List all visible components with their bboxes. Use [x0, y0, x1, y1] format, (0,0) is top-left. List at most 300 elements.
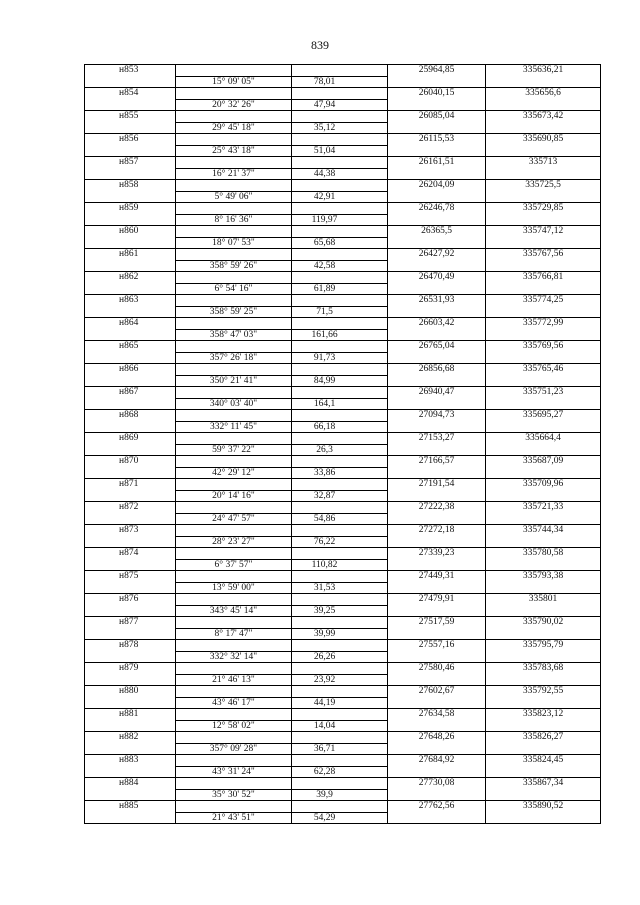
empty-cell	[486, 398, 601, 410]
point-name: н870	[85, 456, 176, 468]
empty-cell	[388, 720, 486, 732]
empty-cell	[176, 364, 292, 376]
segment-row	[85, 76, 601, 88]
empty-cell	[292, 387, 388, 399]
empty-cell	[292, 801, 388, 813]
segment-angle: 15° 09' 05"	[176, 76, 292, 88]
point-name: н862	[85, 272, 176, 284]
empty-cell	[176, 502, 292, 514]
empty-cell	[486, 421, 601, 433]
point-name: н865	[85, 341, 176, 353]
empty-cell	[176, 663, 292, 675]
point-y: 335793,38	[486, 571, 601, 583]
empty-cell	[292, 709, 388, 721]
segment-angle: 43° 46' 17"	[176, 697, 292, 709]
empty-cell	[176, 456, 292, 468]
point-row	[85, 755, 601, 767]
segment-row	[85, 513, 601, 525]
empty-cell	[85, 398, 176, 410]
empty-cell	[85, 789, 176, 801]
empty-cell	[388, 490, 486, 502]
coordinates-table	[84, 64, 601, 824]
point-row	[85, 387, 601, 399]
segment-distance: 164,1	[292, 398, 388, 410]
point-y: 335725,5	[486, 180, 601, 192]
segment-distance: 119,97	[292, 214, 388, 226]
empty-cell	[85, 605, 176, 617]
point-row	[85, 801, 601, 813]
segment-distance: 39,9	[292, 789, 388, 801]
empty-cell	[486, 122, 601, 134]
point-name: н871	[85, 479, 176, 491]
point-row	[85, 732, 601, 744]
empty-cell	[85, 306, 176, 318]
point-name: н866	[85, 364, 176, 376]
segment-distance: 14,04	[292, 720, 388, 732]
empty-cell	[85, 237, 176, 249]
segment-distance: 84,99	[292, 375, 388, 387]
point-name: н856	[85, 134, 176, 146]
empty-cell	[85, 145, 176, 157]
empty-cell	[176, 272, 292, 284]
empty-cell	[486, 720, 601, 732]
empty-cell	[486, 490, 601, 502]
segment-angle: 29° 45' 18"	[176, 122, 292, 134]
empty-cell	[176, 249, 292, 261]
empty-cell	[292, 456, 388, 468]
empty-cell	[176, 617, 292, 629]
empty-cell	[388, 145, 486, 157]
segment-distance: 54,29	[292, 812, 388, 824]
point-name: н863	[85, 295, 176, 307]
empty-cell	[85, 513, 176, 525]
segment-angle: 357° 09' 28"	[176, 743, 292, 755]
empty-cell	[486, 375, 601, 387]
coordinates-table-body	[85, 65, 601, 824]
empty-cell	[176, 709, 292, 721]
segment-row	[85, 467, 601, 479]
point-y: 335769,56	[486, 341, 601, 353]
empty-cell	[176, 226, 292, 238]
empty-cell	[292, 525, 388, 537]
point-name: н883	[85, 755, 176, 767]
empty-cell	[176, 111, 292, 123]
segment-distance: 71,5	[292, 306, 388, 318]
empty-cell	[292, 226, 388, 238]
empty-cell	[486, 467, 601, 479]
empty-cell	[486, 168, 601, 180]
empty-cell	[292, 318, 388, 330]
empty-cell	[292, 617, 388, 629]
segment-angle: 59° 37' 22"	[176, 444, 292, 456]
segment-distance: 62,28	[292, 766, 388, 778]
point-row	[85, 364, 601, 376]
segment-angle: 6° 54' 16"	[176, 283, 292, 295]
empty-cell	[85, 214, 176, 226]
point-row	[85, 157, 601, 169]
point-y: 335729,85	[486, 203, 601, 215]
empty-cell	[292, 295, 388, 307]
segment-row	[85, 559, 601, 571]
point-row	[85, 456, 601, 468]
point-name: н868	[85, 410, 176, 422]
segment-row	[85, 789, 601, 801]
empty-cell	[388, 582, 486, 594]
segment-distance: 31,53	[292, 582, 388, 594]
empty-cell	[486, 766, 601, 778]
empty-cell	[292, 755, 388, 767]
segment-row	[85, 306, 601, 318]
point-y: 335709,96	[486, 479, 601, 491]
empty-cell	[85, 628, 176, 640]
point-row	[85, 88, 601, 100]
segment-row	[85, 674, 601, 686]
point-row	[85, 594, 601, 606]
segment-angle: 5° 49' 06"	[176, 191, 292, 203]
empty-cell	[486, 582, 601, 594]
point-y: 335792,55	[486, 686, 601, 698]
segment-row	[85, 536, 601, 548]
segment-row	[85, 697, 601, 709]
empty-cell	[486, 812, 601, 824]
point-x: 26427,92	[388, 249, 486, 261]
segment-row	[85, 260, 601, 272]
empty-cell	[292, 134, 388, 146]
point-y: 335783,68	[486, 663, 601, 675]
point-x: 27222,38	[388, 502, 486, 514]
point-x: 27479,91	[388, 594, 486, 606]
segment-angle: 332° 11' 45"	[176, 421, 292, 433]
point-x: 27634,58	[388, 709, 486, 721]
point-y: 335780,58	[486, 548, 601, 560]
point-x: 26765,04	[388, 341, 486, 353]
point-y: 335690,85	[486, 134, 601, 146]
empty-cell	[85, 191, 176, 203]
empty-cell	[388, 122, 486, 134]
empty-cell	[486, 628, 601, 640]
point-name: н860	[85, 226, 176, 238]
point-y: 335890,52	[486, 801, 601, 813]
empty-cell	[176, 548, 292, 560]
point-x: 26161,51	[388, 157, 486, 169]
empty-cell	[486, 651, 601, 663]
point-x: 27517,59	[388, 617, 486, 629]
point-x: 26115,53	[388, 134, 486, 146]
point-x: 26246,78	[388, 203, 486, 215]
empty-cell	[388, 283, 486, 295]
point-y: 335713	[486, 157, 601, 169]
empty-cell	[292, 180, 388, 192]
point-name: н858	[85, 180, 176, 192]
segment-angle: 28° 23' 27"	[176, 536, 292, 548]
empty-cell	[388, 467, 486, 479]
empty-cell	[176, 65, 292, 77]
segment-angle: 21° 46' 13"	[176, 674, 292, 686]
segment-angle: 350° 21' 41"	[176, 375, 292, 387]
point-x: 27602,67	[388, 686, 486, 698]
segment-distance: 161,66	[292, 329, 388, 341]
segment-angle: 24° 47' 57"	[176, 513, 292, 525]
point-name: н877	[85, 617, 176, 629]
point-row	[85, 226, 601, 238]
empty-cell	[388, 237, 486, 249]
empty-cell	[292, 479, 388, 491]
segment-distance: 44,19	[292, 697, 388, 709]
point-name: н873	[85, 525, 176, 537]
empty-cell	[85, 743, 176, 755]
segment-angle: 6° 37' 57"	[176, 559, 292, 571]
point-row	[85, 709, 601, 721]
point-x: 27730,08	[388, 778, 486, 790]
segment-row	[85, 651, 601, 663]
segment-distance: 39,25	[292, 605, 388, 617]
point-x: 27153,27	[388, 433, 486, 445]
segment-distance: 42,91	[292, 191, 388, 203]
point-x: 27762,56	[388, 801, 486, 813]
empty-cell	[85, 283, 176, 295]
empty-cell	[176, 801, 292, 813]
point-row	[85, 778, 601, 790]
point-y: 335695,27	[486, 410, 601, 422]
point-x: 26470,49	[388, 272, 486, 284]
point-x: 26365,5	[388, 226, 486, 238]
point-row	[85, 433, 601, 445]
segment-angle: 16° 21' 37"	[176, 168, 292, 180]
point-row	[85, 341, 601, 353]
empty-cell	[292, 157, 388, 169]
point-y: 335744,34	[486, 525, 601, 537]
point-x: 26603,42	[388, 318, 486, 330]
point-x: 26204,09	[388, 180, 486, 192]
point-x: 27557,16	[388, 640, 486, 652]
point-name: н884	[85, 778, 176, 790]
point-x: 26856,68	[388, 364, 486, 376]
segment-row	[85, 214, 601, 226]
segment-distance: 54,86	[292, 513, 388, 525]
point-row	[85, 525, 601, 537]
segment-angle: 8° 17' 47"	[176, 628, 292, 640]
point-row	[85, 203, 601, 215]
segment-angle: 340° 03' 40"	[176, 398, 292, 410]
empty-cell	[486, 260, 601, 272]
empty-cell	[486, 513, 601, 525]
point-y: 335774,25	[486, 295, 601, 307]
point-row	[85, 640, 601, 652]
empty-cell	[292, 249, 388, 261]
empty-cell	[388, 559, 486, 571]
point-name: н864	[85, 318, 176, 330]
point-y: 335673,42	[486, 111, 601, 123]
point-y: 335767,56	[486, 249, 601, 261]
empty-cell	[85, 329, 176, 341]
empty-cell	[388, 536, 486, 548]
empty-cell	[388, 766, 486, 778]
segment-angle: 20° 32' 26"	[176, 99, 292, 111]
point-x: 26531,93	[388, 295, 486, 307]
point-row	[85, 272, 601, 284]
empty-cell	[388, 398, 486, 410]
empty-cell	[176, 479, 292, 491]
segment-row	[85, 766, 601, 778]
point-x: 26040,15	[388, 88, 486, 100]
empty-cell	[85, 122, 176, 134]
point-y: 335824,45	[486, 755, 601, 767]
empty-cell	[176, 640, 292, 652]
segment-distance: 36,71	[292, 743, 388, 755]
segment-row	[85, 145, 601, 157]
segment-row	[85, 421, 601, 433]
empty-cell	[486, 697, 601, 709]
empty-cell	[292, 88, 388, 100]
point-y: 335656,6	[486, 88, 601, 100]
point-y: 335790,02	[486, 617, 601, 629]
point-x: 27580,46	[388, 663, 486, 675]
empty-cell	[292, 502, 388, 514]
point-x: 27166,57	[388, 456, 486, 468]
segment-angle: 358° 59' 26"	[176, 260, 292, 272]
segment-distance: 35,12	[292, 122, 388, 134]
point-name: н853	[85, 65, 176, 77]
empty-cell	[388, 99, 486, 111]
segment-angle: 13° 59' 00"	[176, 582, 292, 594]
empty-cell	[176, 88, 292, 100]
empty-cell	[388, 674, 486, 686]
empty-cell	[176, 594, 292, 606]
segment-row	[85, 237, 601, 249]
point-name: н867	[85, 387, 176, 399]
point-name: н885	[85, 801, 176, 813]
segment-angle: 43° 31' 24"	[176, 766, 292, 778]
point-row	[85, 617, 601, 629]
segment-distance: 78,01	[292, 76, 388, 88]
empty-cell	[292, 663, 388, 675]
segment-angle: 20° 14' 16"	[176, 490, 292, 502]
empty-cell	[388, 651, 486, 663]
point-y: 335721,33	[486, 502, 601, 514]
segment-row	[85, 329, 601, 341]
segment-row	[85, 375, 601, 387]
empty-cell	[85, 490, 176, 502]
segment-angle: 25° 43' 18"	[176, 145, 292, 157]
empty-cell	[292, 732, 388, 744]
point-name: н854	[85, 88, 176, 100]
empty-cell	[388, 812, 486, 824]
empty-cell	[176, 387, 292, 399]
point-y: 335823,12	[486, 709, 601, 721]
empty-cell	[388, 444, 486, 456]
empty-cell	[176, 180, 292, 192]
empty-cell	[486, 191, 601, 203]
empty-cell	[176, 571, 292, 583]
empty-cell	[388, 628, 486, 640]
segment-distance: 23,92	[292, 674, 388, 686]
point-x: 26085,04	[388, 111, 486, 123]
empty-cell	[292, 778, 388, 790]
point-x: 27684,92	[388, 755, 486, 767]
segment-distance: 39,99	[292, 628, 388, 640]
empty-cell	[176, 778, 292, 790]
empty-cell	[388, 743, 486, 755]
segment-angle: 357° 26' 18"	[176, 352, 292, 364]
point-name: н869	[85, 433, 176, 445]
empty-cell	[486, 605, 601, 617]
segment-distance: 91,73	[292, 352, 388, 364]
empty-cell	[85, 674, 176, 686]
empty-cell	[176, 134, 292, 146]
empty-cell	[176, 318, 292, 330]
point-row	[85, 548, 601, 560]
point-name: н857	[85, 157, 176, 169]
empty-cell	[85, 720, 176, 732]
segment-angle: 332° 32' 14"	[176, 651, 292, 663]
point-name: н859	[85, 203, 176, 215]
point-name: н861	[85, 249, 176, 261]
point-name: н876	[85, 594, 176, 606]
segment-distance: 65,68	[292, 237, 388, 249]
empty-cell	[388, 168, 486, 180]
point-row	[85, 65, 601, 77]
empty-cell	[292, 640, 388, 652]
point-x: 26940,47	[388, 387, 486, 399]
empty-cell	[292, 571, 388, 583]
point-y: 335747,12	[486, 226, 601, 238]
empty-cell	[85, 536, 176, 548]
segment-distance: 26,26	[292, 651, 388, 663]
empty-cell	[388, 260, 486, 272]
point-x: 25964,85	[388, 65, 486, 77]
empty-cell	[85, 421, 176, 433]
empty-cell	[292, 272, 388, 284]
empty-cell	[292, 111, 388, 123]
empty-cell	[486, 536, 601, 548]
point-y: 335766,81	[486, 272, 601, 284]
empty-cell	[176, 410, 292, 422]
point-row	[85, 295, 601, 307]
segment-row	[85, 444, 601, 456]
empty-cell	[85, 444, 176, 456]
empty-cell	[388, 421, 486, 433]
point-name: н882	[85, 732, 176, 744]
empty-cell	[85, 766, 176, 778]
point-row	[85, 318, 601, 330]
empty-cell	[292, 433, 388, 445]
segment-distance: 51,04	[292, 145, 388, 157]
empty-cell	[486, 76, 601, 88]
segment-row	[85, 582, 601, 594]
empty-cell	[486, 743, 601, 755]
empty-cell	[486, 674, 601, 686]
empty-cell	[486, 214, 601, 226]
empty-cell	[292, 203, 388, 215]
point-y: 335765,46	[486, 364, 601, 376]
empty-cell	[176, 525, 292, 537]
empty-cell	[486, 352, 601, 364]
segment-row	[85, 743, 601, 755]
empty-cell	[388, 352, 486, 364]
point-x: 27094,73	[388, 410, 486, 422]
segment-angle: 35° 30' 52"	[176, 789, 292, 801]
empty-cell	[388, 191, 486, 203]
segment-row	[85, 352, 601, 364]
empty-cell	[292, 341, 388, 353]
segment-angle: 12° 58' 02"	[176, 720, 292, 732]
segment-distance: 32,87	[292, 490, 388, 502]
empty-cell	[292, 410, 388, 422]
segment-row	[85, 191, 601, 203]
segment-row	[85, 628, 601, 640]
segment-distance: 47,94	[292, 99, 388, 111]
empty-cell	[85, 651, 176, 663]
